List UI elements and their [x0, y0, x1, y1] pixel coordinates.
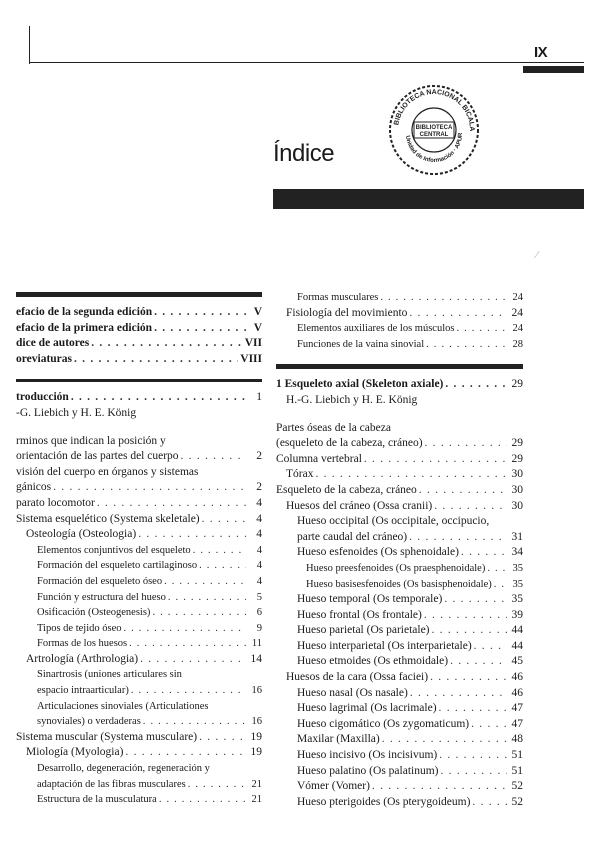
toc-entry-text: Hueso temporal (Os temporale)	[297, 593, 443, 606]
dot-leader	[91, 336, 242, 352]
toc-entry[interactable]	[276, 452, 523, 468]
toc-entry-page: 29	[511, 437, 523, 450]
toc-entry-page: 35	[511, 593, 523, 606]
toc-entry[interactable]	[276, 561, 523, 577]
toc-entry-page: 30	[511, 499, 523, 512]
toc-entry[interactable]	[16, 305, 262, 321]
toc-entry[interactable]	[276, 623, 523, 639]
toc-entry-text: Hueso cigomático (Os zygomaticum)	[297, 717, 470, 730]
toc-entry-text: Osificación (Osteogenesis)	[37, 607, 151, 619]
toc-entry-text: Hueso preesfenoides (Os praesphenoidale)	[306, 562, 486, 574]
toc-entry-page: 48	[511, 733, 523, 746]
dot-leader	[152, 605, 246, 621]
toc-entry-text: orientación de las partes del cuerpo	[16, 450, 179, 463]
dot-leader	[199, 558, 246, 574]
toc-entry[interactable]	[276, 436, 523, 452]
section-bar-chapter1	[276, 364, 523, 369]
toc-entry-page: 44	[511, 624, 523, 637]
toc-entry-page: 30	[511, 468, 523, 481]
toc-entry-text: Hueso incisivo (Os incisivum)	[297, 749, 438, 762]
dot-leader	[456, 321, 507, 337]
dot-leader	[430, 670, 507, 686]
toc-entry-text: Sistema esquelético (Systema skeletale)	[16, 512, 200, 525]
left-toc-list	[16, 434, 262, 808]
dot-leader	[432, 623, 507, 639]
toc-entry-text: Sinartrosis (uniones articulares sin	[37, 669, 182, 681]
toc-entry-text: Esqueleto de la cabeza, cráneo	[276, 483, 417, 496]
toc-entry-text: Formas de los huesos	[37, 638, 128, 650]
toc-entry[interactable]	[16, 496, 262, 512]
toc-entry-page: 52	[511, 780, 523, 793]
toc-entry-page: 31	[511, 530, 523, 543]
toc-entry[interactable]	[16, 777, 262, 793]
dot-leader	[143, 714, 246, 730]
scan-mark: ⁄	[536, 250, 538, 261]
toc-entry-page: 51	[511, 764, 523, 777]
toc-entry-page: V	[253, 321, 262, 334]
toc-entry-text: Función y estructura del hueso	[37, 591, 166, 603]
dot-leader	[74, 352, 238, 368]
dot-leader	[154, 321, 246, 337]
toc-entry-text: Huesos del cráneo (Ossa cranii)	[286, 499, 433, 512]
dot-leader	[124, 621, 247, 637]
toc-entry[interactable]	[276, 748, 523, 764]
stamp-seal-icon	[386, 82, 482, 178]
dot-leader	[409, 306, 507, 322]
toc-entry-page: 29	[511, 452, 523, 465]
dot-leader	[71, 390, 246, 406]
toc-entry-text: 1 Esqueleto axial (Skeleton axiale)	[276, 378, 444, 391]
toc-entry[interactable]	[276, 701, 523, 717]
toc-entry-text: Hueso etmoides (Os ethmoidale)	[297, 655, 449, 668]
toc-entry-text: Funciones de la vaina sinovial	[297, 338, 425, 350]
toc-entry[interactable]	[16, 590, 262, 606]
toc-entry[interactable]	[276, 670, 523, 686]
toc-entry-text: Estructura de la musculatura	[37, 794, 157, 806]
dot-leader	[440, 764, 507, 780]
toc-entry[interactable]	[276, 732, 523, 748]
toc-entry[interactable]	[276, 639, 523, 655]
toc-entry-page: 29	[511, 378, 523, 391]
toc-entry-text: adaptación de las fibras musculares	[37, 778, 186, 790]
dot-leader	[199, 730, 246, 746]
toc-entry-text: Formación del esqueleto cartilaginoso	[37, 560, 198, 572]
toc-entry[interactable]	[16, 574, 262, 590]
toc-entry[interactable]	[16, 714, 262, 730]
toc-entry[interactable]	[276, 530, 523, 546]
toc-entry-page: 19	[250, 730, 262, 743]
dot-leader	[164, 574, 246, 590]
dot-leader	[97, 496, 246, 512]
dot-leader	[426, 337, 507, 353]
dot-leader	[364, 452, 507, 468]
toc-entry-text: rminos que indican la posición y	[16, 434, 166, 447]
dot-leader	[474, 639, 507, 655]
toc-entry[interactable]	[16, 449, 262, 465]
dot-leader	[125, 745, 246, 761]
toc-entry[interactable]	[276, 717, 523, 733]
dot-leader	[444, 592, 507, 608]
toc-entry-page: 1	[256, 391, 262, 404]
dot-leader	[461, 545, 507, 561]
toc-entry-text: parte caudal del cráneo)	[297, 530, 408, 543]
toc-entry[interactable]	[276, 467, 523, 483]
toc-entry[interactable]	[276, 764, 523, 780]
section-bar-preface	[16, 292, 262, 297]
stamp-inner-text: Unidad de Información · APUR	[403, 132, 465, 165]
toc-entry-text: Hueso palatino (Os palatinum)	[297, 764, 439, 777]
toc-entry-text: Hueso lagrimal (Os lacrimale)	[297, 702, 437, 715]
toc-entry[interactable]	[16, 605, 262, 621]
toc-entry[interactable]	[16, 730, 262, 746]
dot-leader	[168, 590, 246, 606]
dot-leader	[181, 449, 246, 465]
stamp-center-line2: CENTRAL	[419, 132, 449, 138]
toc-entry-text: synoviales) o verdaderas	[37, 716, 141, 728]
dot-leader	[138, 527, 246, 543]
toc-entry[interactable]	[276, 321, 523, 337]
dot-leader	[131, 683, 246, 699]
toc-entry-page: 52	[511, 795, 523, 808]
toc-entry-page: 30	[511, 483, 523, 496]
toc-entry-text: Fisiología del movimiento	[286, 306, 408, 319]
right-column	[276, 290, 523, 810]
dot-leader	[140, 652, 246, 668]
library-stamp	[386, 82, 482, 178]
toc-entry-text: efacio de la primera edición	[16, 321, 153, 334]
toc-entry-page: 11	[251, 638, 262, 650]
toc-entry-text: Hueso basisesfenoides (Os basisphenoidale)	[306, 578, 492, 590]
toc-entry-page: VIII	[240, 352, 262, 365]
toc-entry-page: 4	[256, 496, 262, 509]
toc-entry-text: Huesos de la cara (Ossa faciei)	[286, 671, 429, 684]
toc-entry-page: 21	[251, 778, 262, 790]
toc-entry-text: Hueso interparietal (Os interparietale)	[297, 639, 472, 652]
toc-entry[interactable]	[16, 352, 262, 368]
toc-entry-text: Elementos auxiliares de los músculos	[297, 323, 455, 335]
toc-entry[interactable]	[16, 527, 262, 543]
toc-entry[interactable]	[276, 337, 523, 353]
right-toc-list	[276, 421, 523, 811]
toc-entry-text: Formas musculares	[297, 292, 379, 303]
toc-entry-text: Tipos de tejido óseo	[37, 622, 122, 634]
toc-entry-text: Hueso parietal (Os parietale)	[297, 624, 430, 637]
left-column	[16, 292, 262, 808]
toc-entry[interactable]	[276, 592, 523, 608]
stamp-outer-text: BIBLIOTECA NACIONAL BICALA	[393, 88, 476, 132]
page-title: Índice	[273, 140, 335, 167]
toc-entry-text: Hueso pterigoides (Os pterygoideum)	[297, 795, 471, 808]
dot-leader	[494, 577, 507, 593]
toc-entry-text: parato locomotor	[16, 496, 95, 509]
dot-leader	[445, 377, 507, 393]
toc-entry-text: Sistema muscular (Systema musculare)	[16, 730, 198, 743]
chapter1-authors: H.-G. Liebich y H. E. König	[286, 393, 418, 406]
toc-entry-page: 21	[251, 794, 262, 806]
dot-leader	[202, 512, 246, 528]
toc-entry-page: 47	[511, 717, 523, 730]
toc-entry-text: Artrología (Arthrologia)	[26, 652, 139, 665]
toc-entry[interactable]	[276, 545, 523, 561]
toc-entry-text: Articulaciones sinoviales (Articulationes	[37, 700, 209, 712]
toc-entry-page: 4	[256, 544, 262, 556]
dot-leader	[188, 777, 246, 793]
toc-entry-page: 14	[250, 652, 262, 665]
toc-entry-text: (esqueleto de la cabeza, cráneo)	[276, 437, 423, 450]
dot-leader	[380, 290, 507, 306]
header-bar	[523, 66, 584, 73]
toc-entry-text: espacio intraarticular)	[37, 685, 129, 697]
toc-entry-text: Formación del esqueleto óseo	[37, 575, 163, 587]
toc-entry-page: V	[253, 306, 262, 318]
toc-entry-page: 4	[256, 528, 262, 541]
toc-entry-text: Tórax	[286, 468, 314, 481]
toc-entry[interactable]	[276, 608, 523, 624]
toc-entry[interactable]	[16, 336, 262, 352]
dot-leader	[410, 686, 507, 702]
toc-entry-page: 39	[511, 608, 523, 621]
toc-entry-text: troducción	[16, 391, 69, 404]
dot-leader	[129, 636, 246, 652]
header-rule	[29, 62, 584, 63]
dot-leader	[53, 480, 246, 496]
dot-leader	[424, 608, 507, 624]
toc-entry[interactable]	[16, 636, 262, 652]
dot-leader	[193, 543, 246, 559]
toc-entry-text: gánicos	[16, 481, 52, 494]
toc-entry-page: 4	[256, 512, 262, 525]
toc-entry-text: Columna vertebral	[276, 452, 362, 465]
toc-entry[interactable]	[276, 290, 523, 306]
toc-entry-page: 19	[250, 746, 262, 759]
dot-leader	[450, 654, 507, 670]
dot-leader	[409, 530, 507, 546]
toc-entry-page: 4	[256, 560, 262, 572]
toc-entry-text: Hueso nasal (Os nasale)	[297, 686, 408, 699]
toc-entry-text: Maxilar (Maxilla)	[297, 733, 380, 746]
toc-entry-page: 9	[256, 622, 262, 634]
toc-entry-text: efacio de la segunda edición	[16, 306, 153, 318]
dot-leader	[487, 561, 507, 577]
toc-entry-text: oreviaturas	[16, 352, 73, 365]
toc-entry-text: Hueso esfenoides (Os sphenoidale)	[297, 546, 459, 559]
preface-list	[16, 305, 262, 367]
dot-leader	[471, 717, 507, 733]
dot-leader	[439, 701, 507, 717]
dot-leader	[419, 483, 507, 499]
toc-entry-text: Hueso occipital (Os occipitale, occipucio,	[297, 515, 490, 528]
dot-leader	[425, 436, 507, 452]
toc-entry[interactable]	[276, 483, 523, 499]
toc-entry-page: 2	[256, 481, 262, 494]
toc-entry-text: Partes óseas de la cabeza	[276, 421, 391, 434]
toc-entry-text: dice de autores	[16, 337, 90, 350]
toc-entry-page: 46	[511, 686, 523, 699]
toc-entry[interactable]	[16, 480, 262, 496]
toc-entry-page: 6	[256, 607, 262, 619]
title-bar	[273, 189, 584, 209]
toc-entry-text: Vómer (Vomer)	[297, 780, 370, 793]
toc-entry[interactable]	[276, 779, 523, 795]
toc-entry-page: 28	[512, 338, 523, 350]
dot-leader	[434, 499, 507, 515]
toc-entry-page: 45	[511, 655, 523, 668]
toc-entry[interactable]	[16, 512, 262, 528]
toc-entry[interactable]	[16, 321, 262, 337]
dot-leader	[372, 779, 507, 795]
margin-rule	[29, 26, 30, 64]
toc-entry-page: VII	[244, 337, 262, 350]
stamp-center-line1: BIBLIOTECA	[415, 125, 453, 131]
dot-leader	[315, 467, 507, 483]
toc-entry-text: Desarrollo, degeneración, regeneración y	[37, 763, 210, 775]
toc-entry[interactable]	[16, 745, 262, 761]
toc-entry-page: 51	[511, 749, 523, 762]
toc-entry-page: 5	[256, 591, 262, 603]
toc-entry[interactable]	[276, 795, 523, 811]
toc-entry[interactable]	[16, 543, 262, 559]
toc-entry[interactable]	[276, 577, 523, 593]
toc-entry-page: 16	[251, 685, 262, 697]
dot-leader	[382, 732, 507, 748]
toc-entry[interactable]	[16, 792, 262, 808]
toc-entry[interactable]	[276, 499, 523, 515]
toc-entry-page: 24	[512, 323, 523, 335]
toc-entry-page: 16	[251, 716, 262, 728]
right-top-toc-list	[276, 290, 523, 352]
toc-entry[interactable]	[16, 621, 262, 637]
toc-entry-introduccion[interactable]	[16, 390, 262, 406]
toc-entry-page: 24	[511, 306, 523, 319]
toc-entry-page: 24	[512, 292, 523, 303]
dot-leader	[159, 792, 246, 808]
toc-entry[interactable]	[276, 654, 523, 670]
toc-entry-page: 2	[256, 450, 262, 463]
toc-entry-page: 4	[256, 575, 262, 587]
intro-authors: -G. Liebich y H. E. König	[16, 406, 137, 419]
section-bar-intro	[16, 379, 262, 382]
page-number: IX	[534, 44, 548, 61]
toc-entry-page: 46	[511, 671, 523, 684]
toc-entry[interactable]	[16, 683, 262, 699]
toc-entry-text: visión del cuerpo en órganos y sistemas	[16, 465, 199, 478]
toc-entry-page: 47	[511, 702, 523, 715]
toc-entry[interactable]	[276, 306, 523, 322]
toc-entry-page: 34	[511, 546, 523, 559]
toc-entry-page: 35	[512, 562, 523, 574]
dot-leader	[439, 748, 507, 764]
toc-entry-text: Hueso frontal (Os frontale)	[297, 608, 422, 621]
toc-entry-text: Osteología (Osteologia)	[26, 528, 137, 541]
toc-entry-text: Miología (Myologia)	[26, 746, 124, 759]
toc-entry[interactable]	[276, 686, 523, 702]
toc-entry-page: 44	[511, 639, 523, 652]
toc-entry-page: 35	[512, 578, 523, 590]
toc-entry-text: Elementos conjuntivos del esqueleto	[37, 544, 191, 556]
toc-entry[interactable]	[16, 652, 262, 668]
dot-leader	[154, 305, 246, 321]
toc-entry-chapter1[interactable]	[276, 377, 523, 393]
toc-entry[interactable]	[16, 558, 262, 574]
dot-leader	[472, 795, 507, 811]
